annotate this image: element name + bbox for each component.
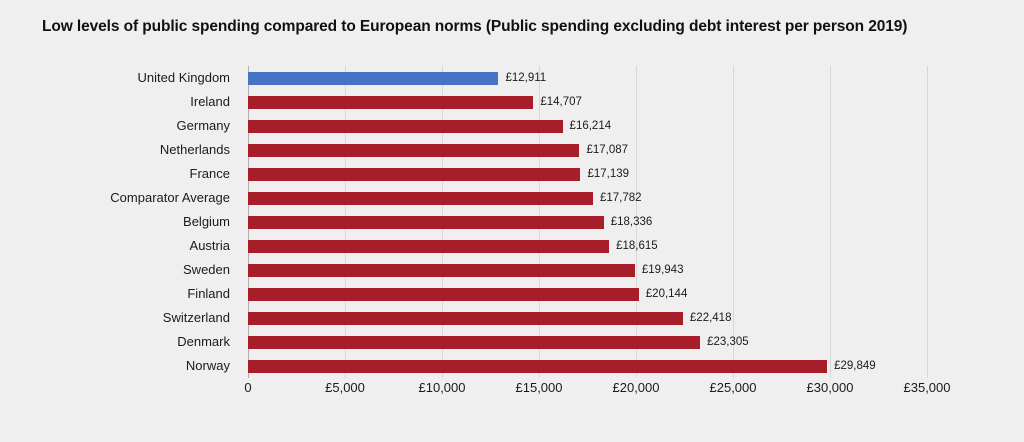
bar-value-label: £17,782 bbox=[599, 192, 642, 204]
bar-value-label: £14,707 bbox=[540, 96, 582, 108]
y-axis-category-label: Comparator Average bbox=[110, 190, 230, 205]
bars-group bbox=[248, 66, 927, 378]
y-axis-category-label: Switzerland bbox=[162, 310, 230, 325]
bar-row bbox=[248, 234, 927, 258]
bar bbox=[248, 192, 593, 205]
x-axis-tick-label: £35,000 bbox=[903, 380, 951, 395]
bar-value-label: £18,615 bbox=[616, 240, 658, 252]
bar-value-label: £18,336 bbox=[610, 216, 653, 228]
x-axis-tick-label: £10,000 bbox=[418, 380, 466, 395]
bar bbox=[248, 216, 604, 229]
bar-value-label: £20,144 bbox=[645, 288, 688, 300]
y-axis-category-label: Denmark bbox=[177, 334, 230, 349]
y-axis-category-label: Sweden bbox=[183, 262, 230, 277]
y-axis-category-label: United Kingdom bbox=[137, 70, 230, 85]
y-axis-category-label: Belgium bbox=[183, 214, 230, 229]
bar bbox=[248, 288, 639, 301]
y-axis-category-label: Germany bbox=[176, 118, 230, 133]
bar-row bbox=[248, 66, 927, 90]
x-axis-tick-label: £5,000 bbox=[325, 380, 365, 395]
bar bbox=[248, 312, 683, 325]
x-axis-tick-labels bbox=[244, 380, 951, 404]
bar-row bbox=[248, 114, 927, 138]
bar-value-label: £17,087 bbox=[586, 144, 629, 156]
bar bbox=[248, 72, 498, 85]
bar bbox=[248, 264, 635, 277]
y-axis-category-label: Finland bbox=[187, 286, 230, 301]
bar-row bbox=[248, 186, 927, 210]
bar bbox=[248, 168, 580, 181]
bar-row bbox=[248, 210, 927, 234]
bar-value-label: £16,214 bbox=[569, 120, 612, 132]
bar bbox=[248, 336, 700, 349]
y-axis-category-label: France bbox=[189, 166, 230, 181]
bar-row bbox=[248, 90, 927, 114]
x-axis-tick-label: £30,000 bbox=[806, 380, 854, 395]
bar bbox=[248, 96, 533, 109]
x-axis-tick-label: 0 bbox=[244, 380, 252, 395]
bar-row bbox=[248, 162, 927, 186]
bar-row bbox=[248, 330, 927, 354]
y-axis-category-label: Ireland bbox=[190, 94, 230, 109]
y-axis-category-label: Norway bbox=[185, 358, 230, 373]
bar-row bbox=[248, 258, 927, 282]
bar-value-label: £12,911 bbox=[505, 72, 547, 84]
y-axis-category-labels bbox=[0, 66, 240, 378]
bar-value-label: £17,139 bbox=[587, 168, 630, 180]
x-axis-tick-label: £20,000 bbox=[612, 380, 660, 395]
y-axis-category-label: Austria bbox=[189, 238, 230, 253]
plot-area bbox=[248, 66, 927, 378]
bar bbox=[248, 240, 609, 253]
bar-row bbox=[248, 138, 927, 162]
bar-value-label: £23,305 bbox=[707, 336, 749, 348]
gridline bbox=[927, 66, 928, 378]
bar bbox=[248, 144, 579, 157]
x-axis-tick-label: £25,000 bbox=[709, 380, 757, 395]
bar-row bbox=[248, 282, 927, 306]
x-axis-tick-label: £15,000 bbox=[515, 380, 563, 395]
bar-row bbox=[248, 354, 927, 378]
bar bbox=[248, 360, 827, 373]
bar-row bbox=[248, 306, 927, 330]
bar bbox=[248, 120, 563, 133]
bar-value-label: £29,849 bbox=[834, 360, 876, 372]
bar-value-label: £19,943 bbox=[641, 264, 684, 276]
chart-title: Low levels of public spending compared to European norms (Public spending excluding debt interest per person 2019) bbox=[42, 18, 908, 35]
y-axis-category-label: Netherlands bbox=[159, 142, 230, 157]
bar-value-label: £22,418 bbox=[689, 312, 732, 324]
